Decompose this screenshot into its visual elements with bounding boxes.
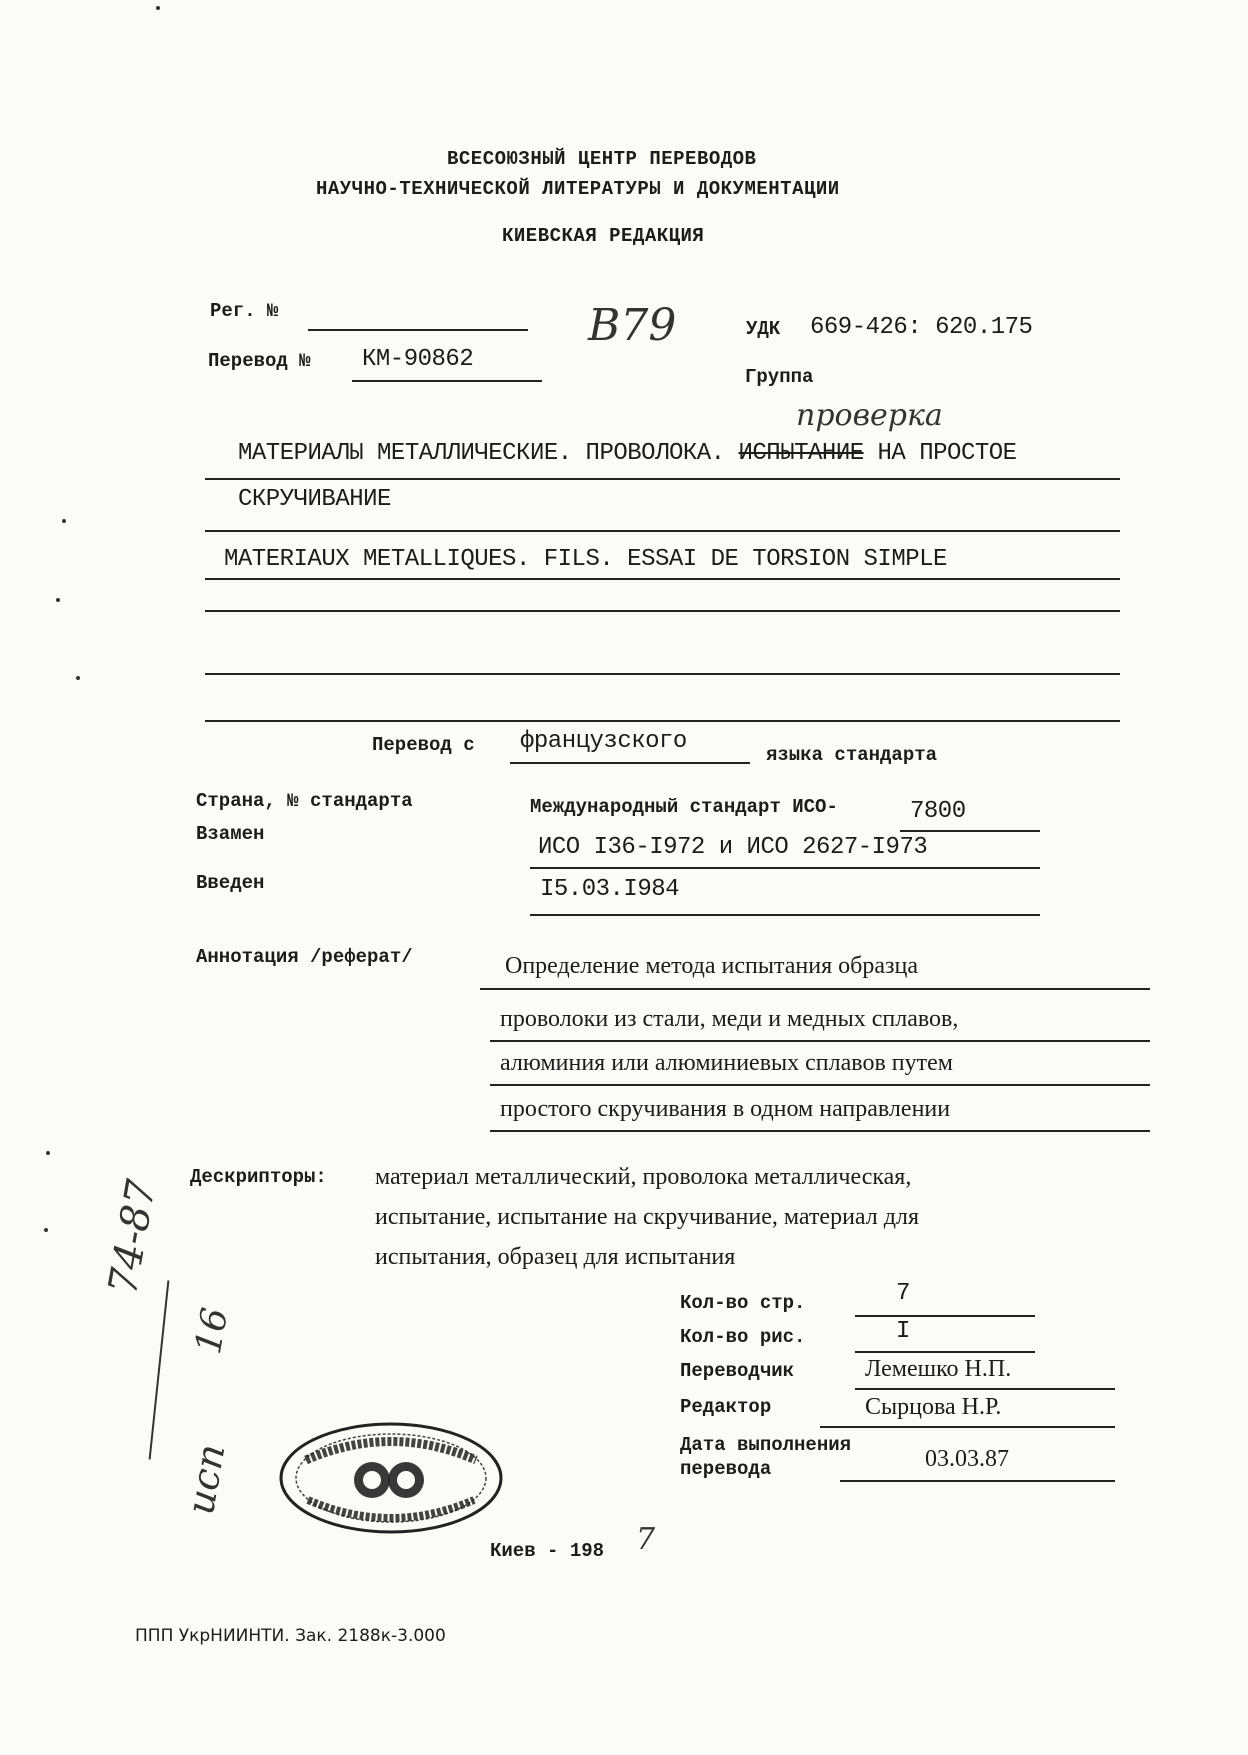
group-label: Группа [745, 366, 814, 388]
descriptors-line-2: испытание, испытание на скручивание, материал для [375, 1204, 919, 1230]
scan-speck [44, 1228, 48, 1232]
annotation-line-4-underline [490, 1130, 1150, 1132]
translator-value: Лемешко Н.П. [865, 1356, 1012, 1382]
header-line-3: КИЕВСКАЯ РЕДАКЦИЯ [502, 225, 705, 247]
title-line-2-underline [205, 530, 1120, 532]
title-line-2: СКРУЧИВАНИЕ [238, 486, 391, 513]
scan-speck [62, 519, 66, 523]
pages-value: 7 [896, 1280, 910, 1307]
descriptors-line-1: материал металлический, проволока металлическая, [375, 1164, 912, 1190]
annotation-line-2: проволоки из стали, меди и медных сплавов, [500, 1006, 959, 1032]
descriptors-line-3: испытания, образец для испытания [375, 1244, 736, 1270]
editor-value: Сырцова Н.Р. [865, 1394, 1002, 1420]
translation-number-value: КМ-90862 [362, 346, 474, 373]
title-line-1-part-2: НА ПРОСТОЕ [877, 440, 1017, 467]
margin-note-top: 74-87 [100, 1176, 166, 1298]
figures-line [855, 1351, 1035, 1353]
scan-speck [76, 676, 80, 680]
annotation-label: Аннотация /реферат/ [196, 946, 413, 968]
blank-line-1 [205, 610, 1120, 612]
country-value-number: 7800 [910, 798, 966, 825]
date-value: 03.03.87 [925, 1446, 1009, 1472]
title-line-1-underline [205, 478, 1120, 480]
figures-value: I [896, 1318, 910, 1345]
date-label-line-1: Дата выполнения [680, 1434, 852, 1456]
editor-label: Редактор [680, 1396, 772, 1418]
translation-number-line [352, 380, 542, 382]
header-line-1: ВСЕСОЮЗНЫЙ ЦЕНТР ПЕРЕВОДОВ [447, 148, 757, 170]
annotation-line-3-underline [490, 1084, 1150, 1086]
library-stamp [276, 1418, 506, 1538]
scan-speck [156, 6, 160, 10]
source-suffix: языка стандарта [766, 744, 938, 766]
scan-speck [46, 1151, 50, 1155]
source-language: французского [520, 728, 687, 755]
title-french-underline [205, 578, 1120, 580]
title-french: MATERIAUX METALLIQUES. FILS. ESSAI DE TORSION SIMPLE [224, 546, 947, 573]
figures-label: Кол-во рис. [680, 1326, 806, 1348]
title-line-1-part-1: МАТЕРИАЛЫ МЕТАЛЛИЧЕСКИЕ. ПРОВОЛОКА. [238, 440, 725, 467]
replaces-label: Взамен [196, 823, 265, 845]
udk-label: УДК [746, 318, 781, 340]
annotation-line-1-underline [480, 988, 1150, 990]
annotation-line-4: простого скручивания в одном направлении [500, 1096, 951, 1122]
pages-line [855, 1315, 1035, 1317]
handwritten-correction: проверка [796, 398, 943, 433]
pages-label: Кол-во стр. [680, 1292, 806, 1314]
translator-label: Переводчик [680, 1360, 795, 1382]
source-language-line [510, 762, 750, 764]
annotation-line-2-underline [490, 1040, 1150, 1042]
header-line-2: НАУЧНО-ТЕХНИЧЕСКОЙ ЛИТЕРАТУРЫ И ДОКУМЕНТАЦИИ [316, 178, 840, 200]
scan-speck [56, 598, 60, 602]
footer-year-handwritten: 7 [636, 1522, 656, 1557]
replaces-line [530, 867, 1040, 869]
reg-label: Рег. № [210, 300, 279, 322]
translation-number-label: Перевод № [208, 350, 311, 372]
blank-line-2 [205, 673, 1120, 675]
date-line [840, 1480, 1115, 1482]
reg-line [308, 329, 528, 331]
udk-value: 669-426: 620.175 [810, 314, 1033, 341]
annotation-line-3: алюминия или алюминиевых сплавов путем [500, 1050, 953, 1076]
country-number-line [900, 830, 1040, 832]
margin-note-prefix: исп [178, 1440, 234, 1518]
footer-city-year: Киев - 198 [490, 1540, 605, 1562]
title-line-1 [238, 440, 1017, 467]
margin-note-bottom: 16 [188, 1304, 237, 1358]
date-label-line-2: перевода [680, 1458, 772, 1480]
margin-note-fraction-line [149, 1280, 170, 1459]
introduced-value: I5.03.I984 [540, 876, 680, 903]
footer-print-info: ППП УкрНИИНТИ. Зак. 2188к-3.000 [135, 1626, 446, 1646]
country-label: Страна, № стандарта [196, 790, 413, 812]
title-struck-word: ИСПЫТАНИЕ [738, 440, 864, 467]
replaces-value: ИСО I36-I972 и ИСО 2627-I973 [538, 834, 928, 861]
editor-line [820, 1426, 1115, 1428]
introduced-line [530, 914, 1040, 916]
introduced-label: Введен [196, 872, 265, 894]
annotation-line-1: Определение метода испытания образца [505, 953, 918, 979]
translator-line [855, 1388, 1115, 1390]
blank-line-3 [205, 720, 1120, 722]
country-value-prefix: Международный стандарт ИСО- [530, 796, 838, 818]
descriptors-label: Дескрипторы: [190, 1166, 327, 1188]
handwritten-reg-number: B79 [588, 300, 677, 351]
source-prefix: Перевод с [372, 734, 475, 756]
